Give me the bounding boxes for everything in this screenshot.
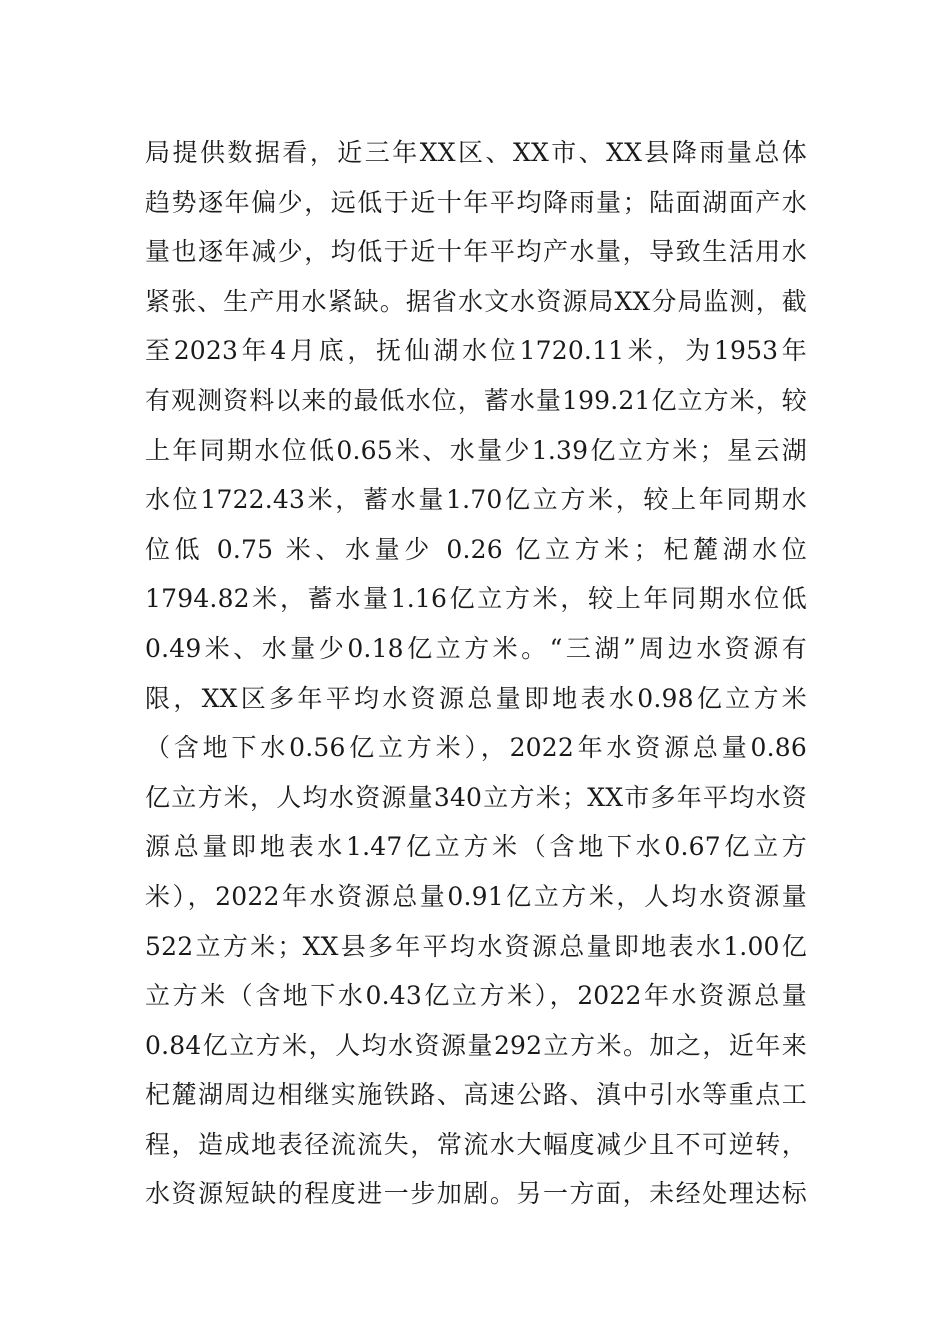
text-line: 水资源短缺的程度进一步加剧。另一方面，未经处理达标: [145, 1179, 807, 1209]
text-line: 趋势逐年偏少，远低于近十年平均降雨量；陆面湖面产水: [145, 187, 807, 217]
text-line: 紧张、生产用水紧缺。据省水文水资源局XX分局监测，截: [145, 286, 807, 316]
text-line: 程，造成地表径流流失，常流水大幅度减少且不可逆转，: [145, 1129, 807, 1159]
text-line: 上年同期水位低0.65米、水量少1.39亿立方米；星云湖: [145, 435, 807, 465]
text-line: 立方米（含地下水0.43亿立方米），2022年水资源总量: [145, 981, 807, 1011]
text-line: 有观测资料以来的最低水位，蓄水量199.21亿立方米，较: [145, 385, 807, 415]
text-line: 局提供数据看，近三年XX区、XX市、XX县降雨量总体: [145, 138, 807, 167]
text-line: 源总量即地表水1.47亿立方米（含地下水0.67亿立方: [145, 832, 807, 862]
text-line: 0.84亿立方米，人均水资源量292立方米。加之，近年来: [145, 1030, 807, 1060]
text-line: 水位1722.43米，蓄水量1.70亿立方米，较上年同期水: [145, 485, 807, 515]
text-line: 522立方米；XX县多年平均水资源总量即地表水1.00亿: [145, 931, 807, 961]
text-line: 米），2022年水资源总量0.91亿立方米，人均水资源量: [145, 881, 807, 911]
text-line: 限，XX区多年平均水资源总量即地表水0.98亿立方米: [145, 683, 807, 713]
text-line: 1794.82米，蓄水量1.16亿立方米，较上年同期水位低: [145, 584, 807, 614]
text-line: 至2023年4月底，抚仙湖水位1720.11米，为1953年: [145, 336, 807, 366]
text-line: （含地下水0.56亿立方米），2022年水资源总量0.86: [145, 733, 807, 763]
text-line: 量也逐年减少，均低于近十年平均产水量，导致生活用水: [145, 237, 807, 267]
body-paragraph: [145, 128, 807, 1219]
text-line: 亿立方米，人均水资源量340立方米；XX市多年平均水资: [145, 782, 807, 812]
text-line: 杞麓湖周边相继实施铁路、高速公路、滇中引水等重点工: [145, 1080, 807, 1110]
text-line: 0.49米、水量少0.18亿立方米。“三湖”周边水资源有: [145, 633, 807, 663]
text-line: 位低 0.75 米、水量少 0.26 亿立方米；杞麓湖水位: [145, 534, 807, 564]
